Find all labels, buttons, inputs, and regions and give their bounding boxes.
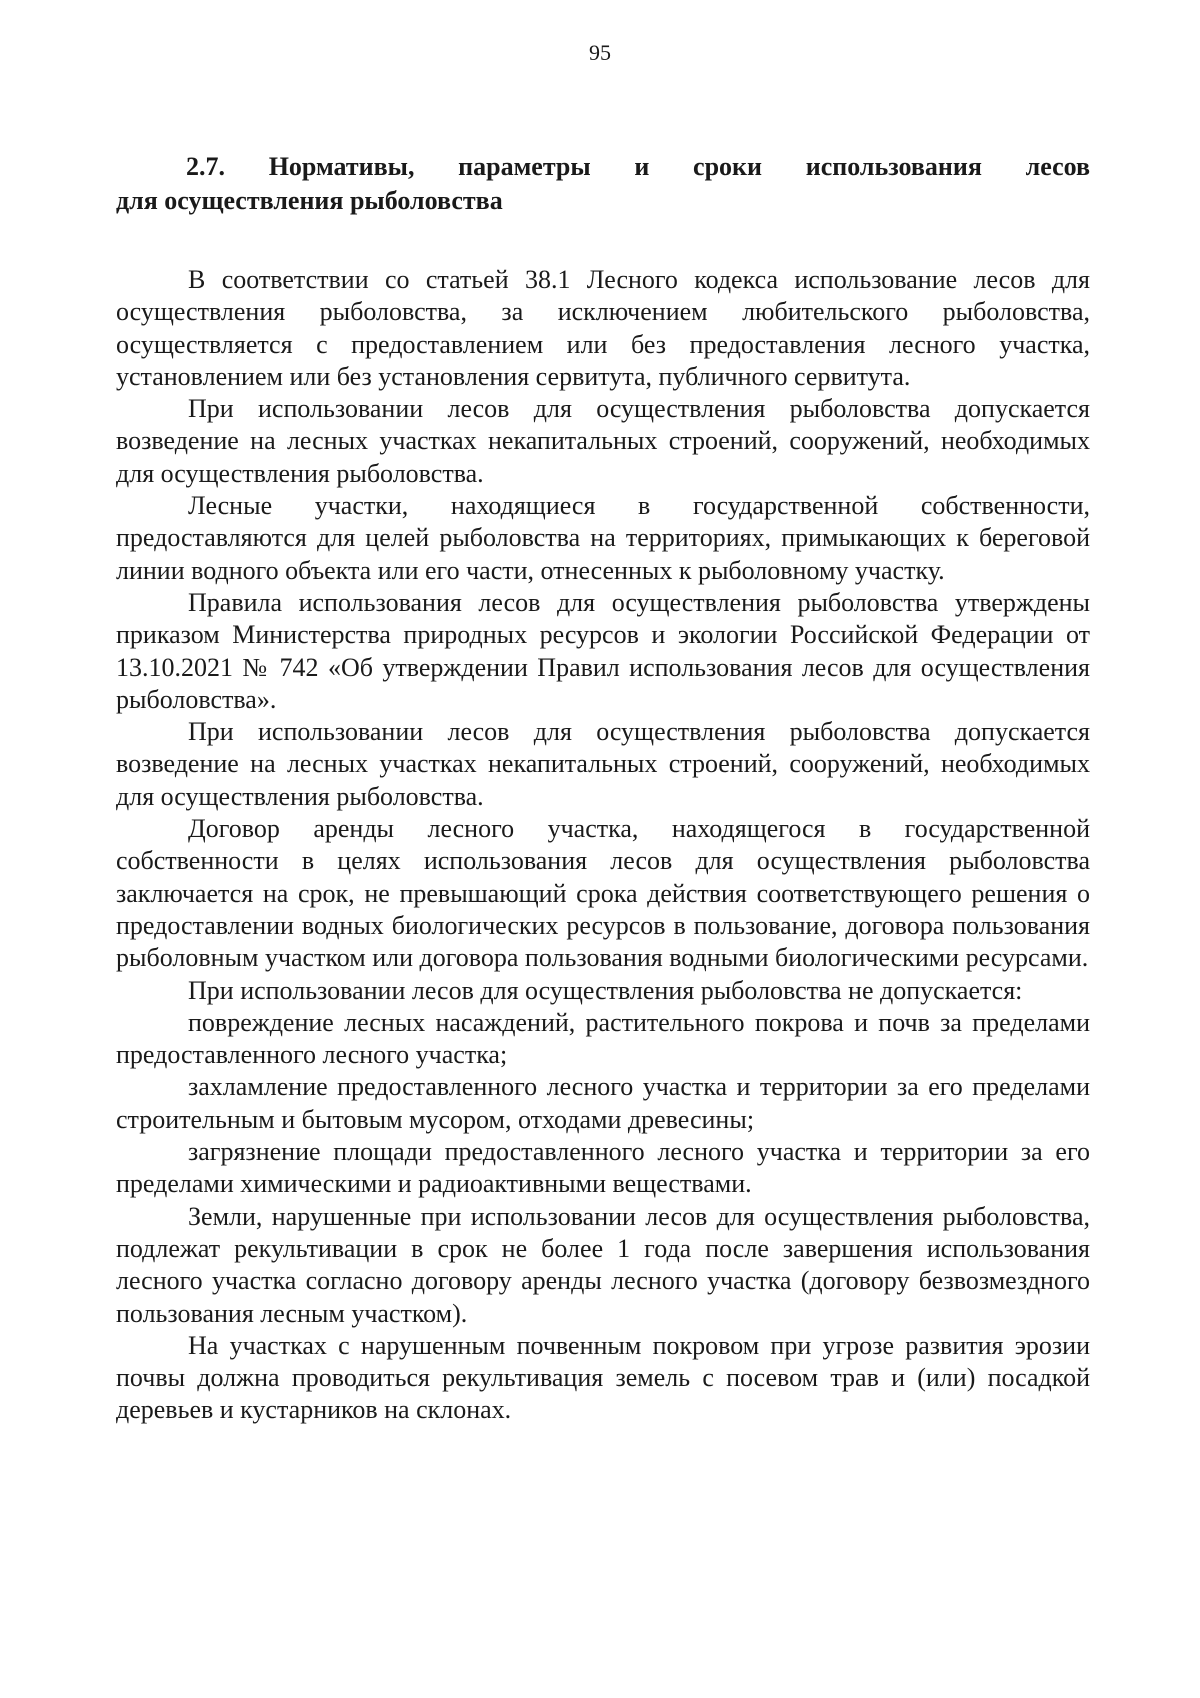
section-text: [116, 264, 1090, 1427]
section-heading-line-2: для осуществления рыболовства: [116, 186, 503, 215]
paragraph: Лесные участки, находящиеся в государственной собственности, предоставляются для целей рыболовства на территориях, примыкающих к береговой линии водного объекта или его части, отнесенных к рыболовному участку.: [116, 491, 1090, 585]
section-heading: [116, 150, 1090, 218]
paragraph: При использовании лесов для осуществления рыболовства допускается возведение на лесных участках некапитальных строений, сооружений, необходимых для осуществления рыболовства.: [116, 394, 1090, 488]
paragraph: Договор аренды лесного участка, находящегося в государственной собственности в целях использования лесов для осуществления рыболовства заключается на срок, не превышающий срока действия соответствующего решения о предоставлении водных биологических ресурсов в пользование, договора пользования рыболовным участком или договора пользования водными биологическими ресурсами.: [116, 814, 1090, 973]
paragraph: На участках с нарушенным почвенным покровом при угрозе развития эрозии почвы должна проводиться рекультивация земель с посевом трав и (или) посадкой деревьев и кустарников на склонах.: [116, 1330, 1090, 1425]
list-item: захламление предоставленного лесного участка и территории за его пределами строительным и бытовым мусором, отходами древесины;: [116, 1072, 1090, 1134]
section-heading-line-1: 2.7. Нормативы, параметры и сроки использования лесов: [186, 152, 1090, 181]
list-item: загрязнение площади предоставленного лесного участка и территории за его пределами химическими и радиоактивными веществами.: [116, 1137, 1090, 1199]
paragraph: Правила использования лесов для осуществления рыболовства утверждены приказом Министерства природных ресурсов и экологии Российской Федерации от 13.10.2021 № 742 «Об утверждении Правил использования лесов для осуществления рыболовства».: [116, 587, 1090, 714]
document-body: [116, 150, 1090, 1427]
paragraph: Земли, нарушенные при использовании лесов для осуществления рыболовства, подлежат рекультивации в срок не более 1 года после завершения использования лесного участка согласно договору аренды лесного участка (договору безвозмездного пользования лесным участком).: [116, 1201, 1090, 1328]
list-item: повреждение лесных насаждений, растительного покрова и почв за пределами предоставленного лесного участка;: [116, 1007, 1090, 1070]
paragraph: В соответствии со статьей 38.1 Лесного кодекса использование лесов для осуществления рыболовства, за исключением любительского рыболовства, осуществляется с предоставлением или без предоставления лесного участка, установлением или без установления сервитута, публичного сервитута.: [116, 265, 1090, 391]
paragraph: При использовании лесов для осуществления рыболовства допускается возведение на лесных участках некапитальных строений, сооружений, необходимых для осуществления рыболовства.: [116, 717, 1090, 811]
page-number: 95: [589, 40, 611, 65]
paragraph: При использовании лесов для осуществления рыболовства не допускается:: [188, 975, 1023, 1005]
